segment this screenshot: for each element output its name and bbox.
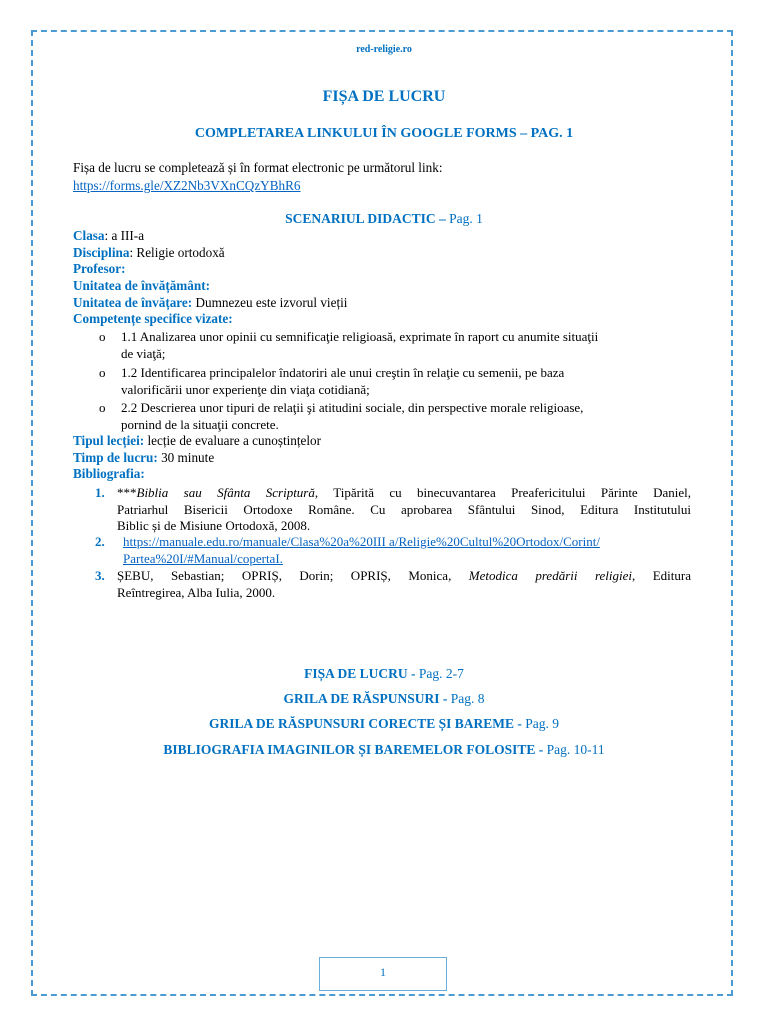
manual-link-cont[interactable]: Partea%20I/#Manual/copertaI. (123, 550, 283, 566)
toc-item (0, 666, 768, 682)
unitate-inv-row (73, 278, 695, 295)
tipul-row (73, 433, 695, 450)
scenario-title: SCENARIUL DIDACTIC – (285, 211, 450, 226)
unitate-inv-label: Unitatea de învățământ: (73, 278, 210, 294)
toc-title: GRILA DE RĂSPUNSURI (283, 691, 440, 706)
bib-text: , Tipărită cu binecuvantarea Preafericitului Părinte Daniel, (314, 485, 691, 500)
bib-text-end: Biblic și de Misiune Ortodoxă, 2008. (117, 518, 311, 533)
toc-item (0, 716, 768, 732)
unitate-invatare-row (73, 295, 695, 312)
bib-text: , Editura (632, 568, 691, 583)
competence-text: 1.2 Identificarea principalelor îndatoriri ale unui creştin în relaţie cu semenii, pe baza (121, 365, 565, 380)
competence-text-cont: de viaţă; (121, 345, 166, 361)
page-number: 1 (319, 957, 447, 991)
bullet-icon: o (99, 400, 106, 415)
tipul-label: Tipul lecției: (73, 433, 145, 448)
lesson-meta (73, 433, 695, 483)
bib-stars: *** (117, 485, 137, 500)
toc-sep: - (439, 691, 451, 706)
lesson-details (73, 228, 695, 328)
intro-text: Fișa de lucru se completează și în format electronic pe următorul link: (73, 160, 443, 175)
bullet-icon: o (99, 365, 106, 380)
timp-label: Timp de lucru: (73, 449, 158, 465)
unitate-invatare-label: Unitatea de învățare: (73, 294, 193, 310)
scenario-page: Pag. 1 (449, 211, 483, 226)
list-number: 3. (95, 568, 105, 583)
bib-text-cont: Patriarhul Bisericii Ortodoxe Române. Cu aprobarea Sfântului Sinod, Editura Institutului (117, 501, 691, 517)
disciplina-value: : Religie ortodoxă (129, 244, 225, 260)
toc-sep: - (513, 716, 526, 731)
page-title: FIȘA DE LUCRU (322, 88, 446, 105)
toc-page: Pag. 8 (450, 691, 485, 706)
toc-title: FIȘA DE LUCRU (304, 666, 408, 681)
competence-text: 1.1 Analizarea unor opinii cu semnificaţie religioasă, exprimate în raport cu anumite situaţii (121, 329, 599, 344)
tipul-value: lecție de evaluare a cunoștințelor (144, 433, 322, 448)
timp-value: 30 minute (157, 449, 215, 465)
competence-text: 2.2 Descrierea unor tipuri de relaţii şi atitudini sociale, din perspective morale religioase, (121, 400, 584, 415)
toc-title: GRILA DE RĂSPUNSURI CORECTE ȘI BAREME (209, 716, 514, 731)
toc-sep: - (535, 742, 547, 757)
bib-authors: ȘEBU, Sebastian; OPRIȘ, Dorin; OPRIȘ, Monica, (117, 568, 469, 583)
toc-sep: - (407, 666, 419, 681)
clasa-label: Clasa (73, 228, 105, 243)
toc-title: BIBLIOGRAFIA IMAGINILOR ȘI BAREMELOR FOLOSITE (163, 742, 536, 757)
bib-title: Biblia sau Sfânta Scriptură (136, 485, 315, 500)
profesor-label: Profesor: (73, 261, 126, 277)
toc-item (0, 742, 768, 758)
unitate-invatare-value: Dumnezeu este izvorul vieții (192, 294, 348, 310)
toc-page: Pag. 9 (525, 716, 559, 731)
toc-page: Pag. 10-11 (546, 742, 605, 757)
manual-link[interactable]: https://manuale.edu.ro/manuale/Clasa%20a%20III a/Religie%20Cultul%20Ortodox/Corint/ (123, 534, 600, 549)
competente-label: Competențe specifice vizate: (73, 311, 233, 327)
disciplina-row (73, 245, 695, 262)
clasa-value: : a III-a (104, 228, 145, 243)
bib-text-cont: Reîntregirea, Alba Iulia, 2000. (117, 584, 276, 600)
site-name: red-religie.ro (356, 44, 412, 55)
disciplina-label: Disciplina (73, 244, 130, 260)
clasa-row (73, 228, 695, 245)
list-number: 1. (95, 485, 105, 500)
bibliografia-row (73, 466, 695, 483)
google-forms-link[interactable]: https://forms.gle/XZ2Nb3VXnCQzYBhR6 (73, 178, 301, 193)
page-subtitle: COMPLETAREA LINKULUI ÎN GOOGLE FORMS – PAG. 1 (194, 126, 574, 141)
intro-block (73, 178, 695, 194)
competente-row (73, 311, 695, 328)
bullet-icon: o (99, 329, 106, 344)
bib-title: Metodica predării religiei (468, 568, 633, 583)
scenario-heading (0, 211, 768, 227)
timp-row (73, 450, 695, 467)
profesor-row (73, 261, 695, 278)
list-number: 2. (95, 534, 105, 549)
competence-text-cont: pornind de la situaţii concrete. (121, 416, 279, 432)
toc-item (0, 691, 768, 707)
bibliografia-label: Bibliografia: (73, 466, 145, 482)
toc-page: Pag. 2-7 (418, 666, 464, 681)
competence-text-cont: valorificării unor experienţe din viaţa cotidiană; (121, 381, 370, 397)
